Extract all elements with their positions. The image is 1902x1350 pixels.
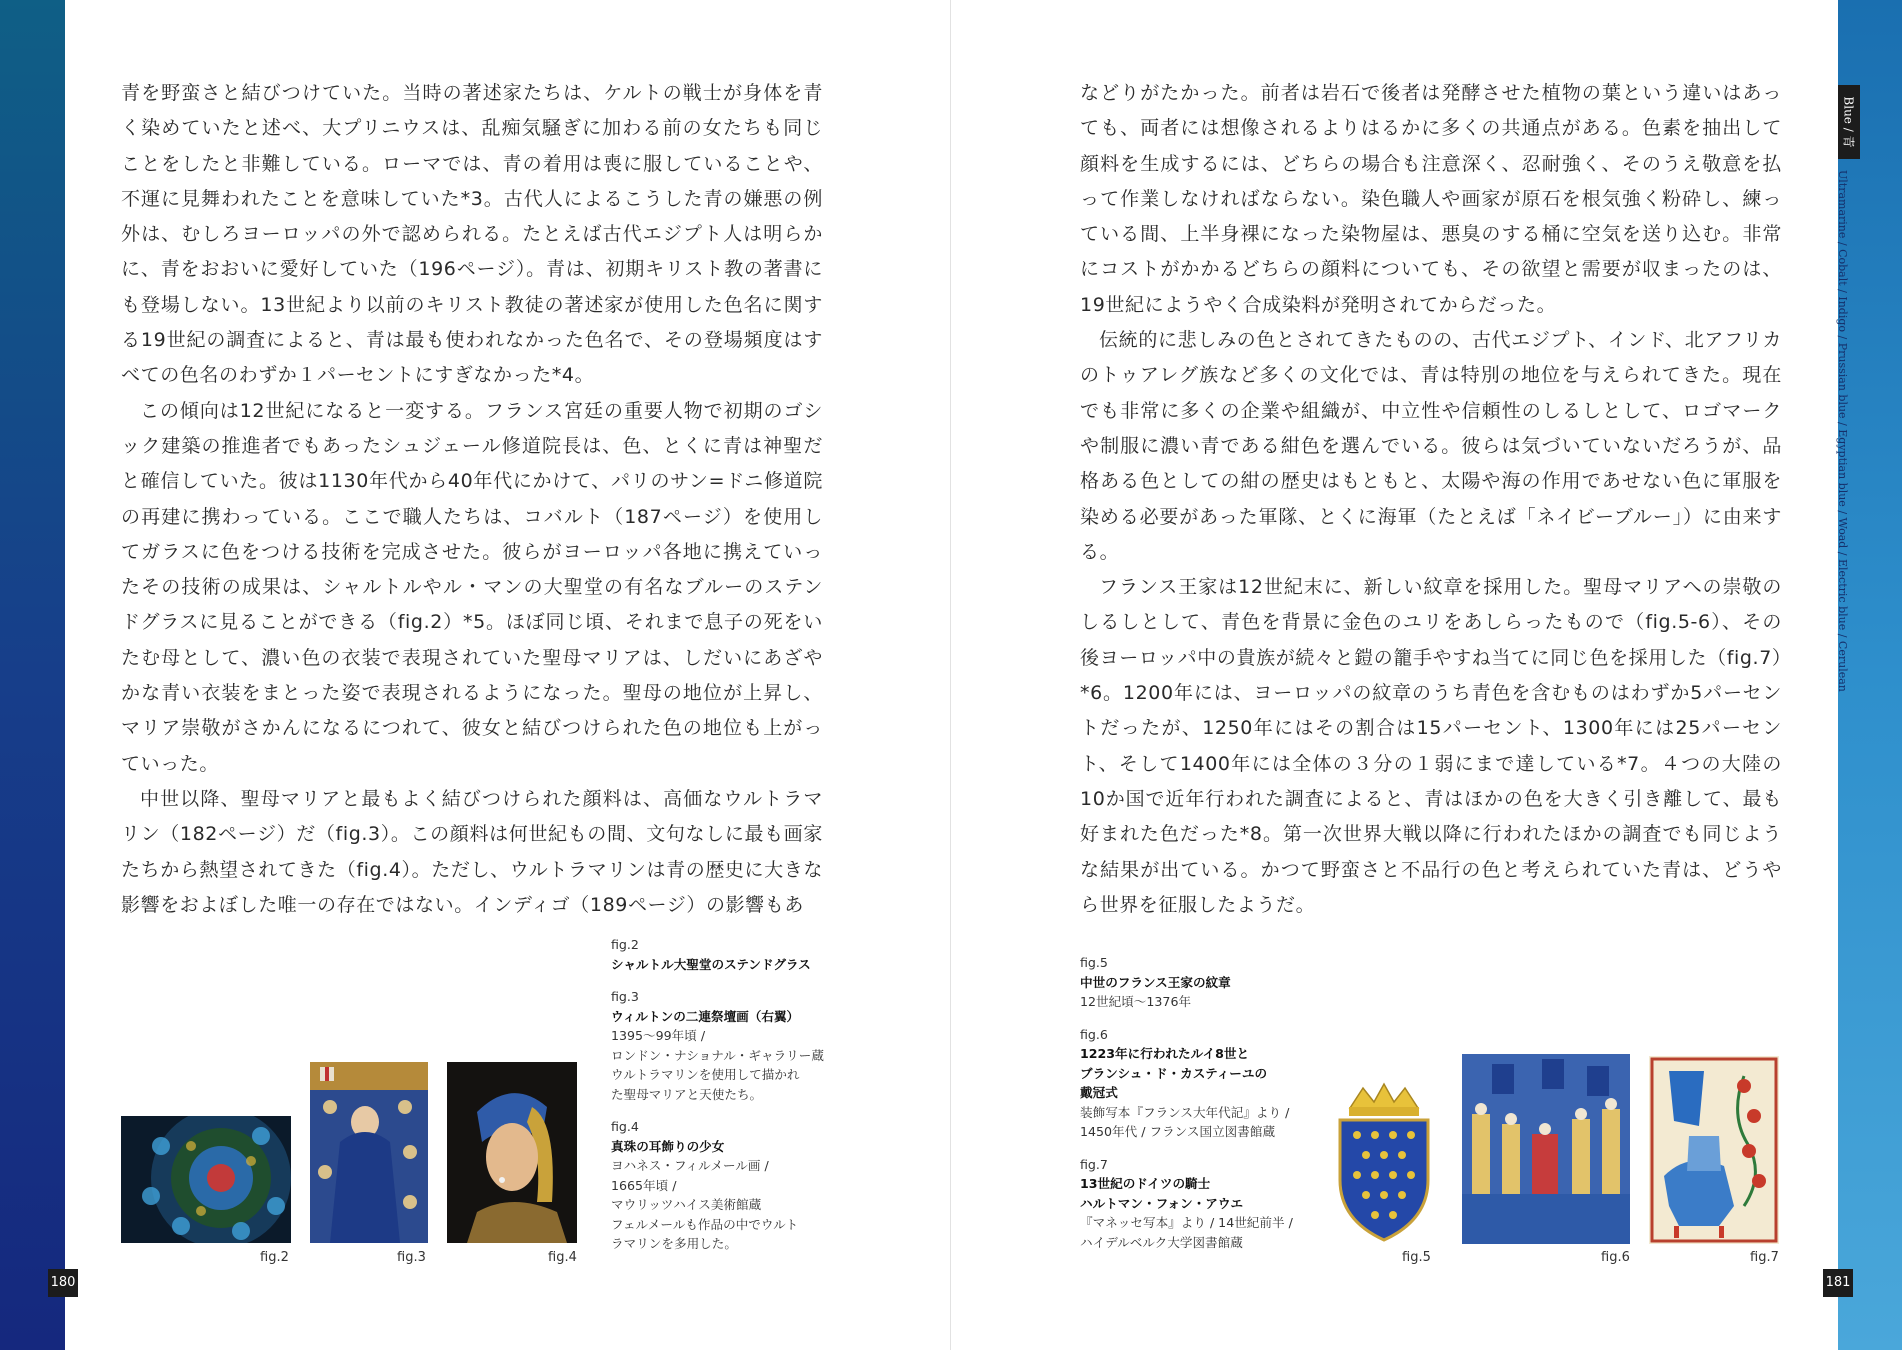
left-captions <box>611 935 831 1267</box>
caption-line: 『マネッセ写本』より / 14世紀前半 / <box>1080 1215 1293 1230</box>
caption-title: シャルトル大聖堂のステンドグラス <box>611 956 811 972</box>
color-index-list: Ultramarine / Cobalt / Indigo / Prussian blue / Egyptian blue / Woad / Electric blue / Cerulean <box>1836 170 1849 692</box>
fig2-stained-glass-image <box>121 1116 291 1243</box>
fig3-label: fig.3 <box>397 1250 426 1265</box>
caption-line: 1395〜99年頃 / <box>611 1028 706 1043</box>
caption-number: fig.6 <box>1080 1026 1108 1042</box>
caption-line: 1665年頃 / <box>611 1177 677 1193</box>
left-page-edge-band <box>0 0 65 1350</box>
caption-fig2 <box>611 935 831 974</box>
caption-line: ロンドン・ナショナル・ギャラリー蔵 <box>611 1047 824 1063</box>
left-page-body <box>121 76 823 923</box>
fig4-girl-with-pearl-earring-image <box>447 1062 577 1243</box>
caption-line: ウルトラマリンを使用して描かれ <box>611 1067 800 1082</box>
right-paragraph-1: などりがたかった。前者は岩石で後者は発酵させた植物の葉という違いはあっても、両者には想像されるよりはるかに多くの共通点がある。色素を抽出して顔料を生成するには、どちらの場合も注意深く、忍耐強く、そのうえ敬意を払って作業しなければならない。染色職人や画家が原石を根気強く粉砕し、練っている間、上半身裸になった染物屋は、悪臭のする桶に空気を送り込む。非常にコストがかかるどちらの顔料についても、その欲望と需要が収まったのは、19世紀にようやく合成染料が発明されてからだった。 <box>1080 82 1782 316</box>
caption-line: フェルメールも作品の中でウルト <box>611 1216 799 1232</box>
left-paragraph-2: この傾向は12世紀になると一変する。フランス宮廷の重要人物で初期のゴシック建築の推進者でもあったシュジェール修道院長は、色、とくに青は神聖だと確信していた。彼は1130年代から40年代にかけて、パリのサン=ドニ修道院の再建に携わっている。ここで職人たちは、コバルト（187ページ）を使用してガラスに色をつける技術を完成させた。彼らがヨーロッパ各地に携えていったその技術の成果は、シャルトルやル・マンの大聖堂の有名なブルーのステンドグラスに見ることができる（fig.2）*5。ほぼ同じ頃、それまで息子の死をいたむ母として、濃い色の衣装で表現されていた聖母マリアは、しだいにあざやかな青い衣装をまとった姿で表現されるようになった。聖母の地位が上昇し、マリア崇敬がさかんになるにつれて、彼女と結びつけられた色の地位も上がっていった。 <box>121 399 823 775</box>
caption-title: 中世のフランス王家の紋章 <box>1080 974 1231 990</box>
caption-number: fig.2 <box>611 937 639 952</box>
fig4-label: fig.4 <box>548 1250 577 1265</box>
caption-number: fig.3 <box>611 989 639 1004</box>
fig6-coronation-manuscript-image <box>1462 1054 1630 1244</box>
fig6-label: fig.6 <box>1601 1250 1630 1265</box>
left-paragraph-1: 青を野蛮さと結びつけていた。当時の著述家たちは、ケルトの戦士が身体を青く染めていたと述べ、大プリニウスは、乱痴気騒ぎに加わる前の女たちも同じことをしたと非難している。ローマでは、青の着用は喪に服していることや、不運に見舞われたことを意味していた*3。古代人によるこうした青の嫌悪の例外は、むしろヨーロッパの外で認められる。たとえば古代エジプト人は明らかに、青をおおいに愛好していた（196ページ）。青は、初期キリスト教の著書にも登場しない。13世紀より以前のキリスト教徒の著述家が使用した色名に関する19世紀の調査によると、青は最も使われなかった色名で、その登場頻度はすべての色名のわずか１パーセントにすぎなかった*4。 <box>121 82 823 387</box>
color-chapter-tab <box>1838 85 1860 159</box>
caption-fig6 <box>1080 1025 1330 1142</box>
caption-line: た聖母マリアと天使たち。 <box>611 1086 763 1102</box>
caption-title: 1223年に行われたルイ8世と ブランシュ・ド・カスティーユの 戴冠式 <box>1080 1046 1268 1100</box>
fig2-label: fig.2 <box>260 1250 289 1265</box>
fig5-label: fig.5 <box>1402 1250 1431 1265</box>
caption-line: 1450年代 / フランス国立図書館蔵 <box>1080 1124 1276 1139</box>
caption-number: fig.5 <box>1080 955 1108 970</box>
right-paragraph-3: フランス王家は12世紀末に、新しい紋章を採用した。聖母マリアへの崇敬のしるしとして、青色を背景に金色のユリをあしらったもので（fig.5-6）、その後ヨーロッパ中の貴族が続々と鎧の籠手やすね当てに同じ色を採用した（fig.7）*6。1200年には、ヨーロッパの紋章のうち青色を含むものはわずか5パーセントだったが、1250年にはその割合は15パーセント、1300年には25パーセント、そして1400年には全体の３分の１弱にまで達している*7。４つの大陸の10か国で近年行われた調査によると、青はほかの色を大きく引き離して、最も好まれた色だった*8。第一次世界大戦以降に行われたほかの調査でも同じような結果が出ている。かつて野蛮さと不品行の色と考えられていた青は、どうやら世界を征服したようだ。 <box>1080 576 1782 916</box>
right-paragraph-2: 伝統的に悲しみの色とされてきたものの、古代エジプト、インド、北アフリカのトゥアレグ族など多くの文化では、青は特別の地位を与えられてきた。現在でも非常に多くの企業や組織が、中立性や信頼性のしるしとして、ロゴマークや制服に濃い青である紺色を選んでいる。彼らは気づいていないだろうが、品格ある色としての紺の歴史はもともと、太陽や海の作用であせない色に軍服を染める必要があった軍隊、とくに海軍（たとえば「ネイビーブルー」）に由来する。 <box>1080 329 1782 563</box>
caption-line: マウリッツハイス美術館蔵 <box>611 1197 762 1212</box>
color-chapter-tab-label: Blue / 青 <box>1841 96 1856 148</box>
fig5-french-royal-arms-image <box>1335 1080 1433 1243</box>
caption-title: ウィルトンの二連祭壇画（右翼） <box>611 1008 800 1024</box>
caption-line: 12世紀頃〜1376年 <box>1080 994 1192 1009</box>
caption-title: 真珠の耳飾りの少女 <box>611 1138 725 1154</box>
fig7-knight-manuscript-image <box>1649 1056 1779 1244</box>
right-page-body <box>1080 76 1782 923</box>
caption-number: fig.4 <box>611 1119 639 1134</box>
caption-title: 13世紀のドイツの騎士 ハルトマン・フォン・アウエ <box>1080 1176 1244 1211</box>
caption-fig7 <box>1080 1155 1330 1253</box>
left-paragraph-3: 中世以降、聖母マリアと最もよく結びつけられた顔料は、高価なウルトラマリン（182ページ）だ（fig.3）。この顔料は何世紀もの間、文句なしに最も画家たちから熱望されてきた（fig.4）。ただし、ウルトラマリンは青の歴史に大きな影響をおよぼした唯一の存在ではない。インディゴ（189ページ）の影響もあ <box>121 787 823 916</box>
caption-fig4 <box>611 1117 831 1254</box>
page-number-right: 181 <box>1823 1269 1853 1297</box>
page-gutter <box>950 0 951 1350</box>
fig3-wilton-diptych-image <box>310 1062 428 1243</box>
page-number-left: 180 <box>48 1269 78 1297</box>
caption-number: fig.7 <box>1080 1156 1108 1172</box>
right-captions <box>1080 953 1330 1265</box>
caption-line: ラマリンを多用した。 <box>611 1236 737 1251</box>
caption-line: 装飾写本『フランス大年代記』より / <box>1080 1104 1290 1120</box>
caption-line: ハイデルベルク大学図書館蔵 <box>1080 1234 1243 1250</box>
fig7-label: fig.7 <box>1750 1250 1779 1265</box>
caption-fig5 <box>1080 953 1330 1012</box>
caption-line: ヨハネス・フィルメール画 / <box>611 1158 769 1173</box>
caption-fig3 <box>611 987 831 1104</box>
